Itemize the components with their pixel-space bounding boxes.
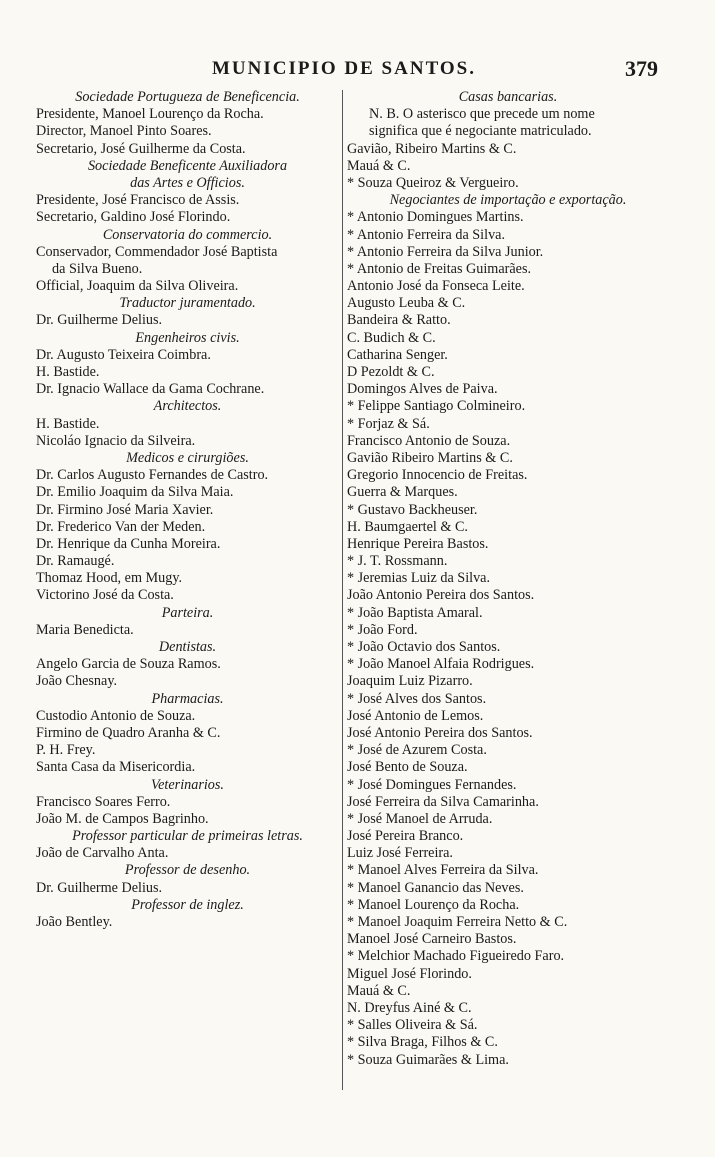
section-heading: Traductor juramentado.	[119, 295, 256, 312]
directory-entry: Domingos Alves de Paiva.	[347, 381, 498, 398]
directory-entry: Secretario, Galdino José Florindo.	[36, 209, 231, 226]
directory-entry: * Silva Braga, Filhos & C.	[347, 1034, 498, 1051]
directory-entry: N. Dreyfus Ainé & C.	[347, 999, 472, 1016]
directory-entry: Dr. Emilio Joaquim da Silva Maia.	[36, 484, 234, 501]
directory-entry: * Antonio Domingues Martins.	[347, 209, 524, 226]
directory-entry: Dr. Ramaugé.	[36, 553, 115, 570]
directory-entry: H. Bastide.	[36, 364, 100, 380]
directory-entry: Dr. Frederico Van der Meden.	[36, 518, 206, 535]
directory-entry: P. H. Frey.	[36, 742, 96, 759]
directory-entry: * Forjaz & Sá.	[347, 415, 430, 432]
directory-entry: Custodio Antonio de Souza.	[36, 707, 196, 724]
directory-entry: Mauá & C.	[347, 157, 411, 174]
directory-entry: Guerra & Marques.	[347, 484, 458, 501]
directory-entry: Dr. Firmino José Maria Xavier.	[36, 501, 214, 518]
page-number: 379	[625, 56, 658, 81]
section-heading: Parteira.	[161, 604, 214, 621]
directory-entry: * Melchior Machado Figueiredo Faro.	[347, 948, 565, 965]
section-heading: Conservatoria do commercio.	[102, 226, 273, 243]
footnote-line: N. B. O asterisco que precede um nome	[369, 106, 595, 123]
directory-entry: João Bentley.	[36, 914, 113, 930]
section-heading: Architectos.	[153, 398, 222, 415]
directory-entry: * João Ford.	[347, 621, 418, 638]
directory-entry: Francisco Soares Ferro.	[36, 793, 171, 810]
directory-entry: Secretario, José Guilherme da Costa.	[36, 140, 246, 157]
directory-entry: João de Carvalho Anta.	[36, 845, 169, 862]
directory-entry: Gavião Ribeiro Martins & C.	[347, 449, 513, 466]
directory-entry: * Manoel Joaquim Ferreira Netto & C.	[347, 914, 568, 930]
directory-entry: Bandeira & Ratto.	[347, 312, 451, 329]
directory-entry: C. Budich & C.	[347, 329, 436, 346]
section-heading: Casas bancarias.	[458, 89, 558, 105]
directory-entry: José Ferreira da Silva Camarinha.	[347, 793, 539, 810]
directory-entry: Victorino José da Costa.	[36, 587, 174, 604]
directory-entry: João Chesnay.	[36, 673, 118, 690]
directory-entry: José Bento de Souza.	[347, 759, 468, 776]
directory-entry: * Salles Oliveira & Sá.	[347, 1017, 478, 1034]
directory-entry: Catharina Senger.	[347, 346, 448, 363]
directory-entry: * J. T. Rossmann.	[347, 553, 448, 570]
section-heading: Pharmacias.	[151, 690, 224, 707]
footnote-line: significa que é negociante matriculado.	[369, 123, 592, 140]
directory-entry: Presidente, José Francisco de Assis.	[36, 192, 240, 209]
directory-entry: Antonio José da Fonseca Leite.	[347, 278, 525, 295]
directory-entry: * Antonio Ferreira da Silva.	[347, 226, 506, 243]
directory-entry: * Antonio Ferreira da Silva Junior.	[347, 243, 544, 260]
directory-entry: * José Domingues Fernandes.	[347, 776, 517, 793]
right-column	[347, 89, 669, 1069]
directory-entry: Dr. Guilherme Delius.	[36, 879, 163, 896]
directory-entry: * Souza Queiroz & Vergueiro.	[347, 174, 519, 191]
directory-entry: Dr. Guilherme Delius.	[36, 312, 163, 329]
directory-entry: H. Baumgaertel & C.	[347, 518, 468, 535]
directory-entry-continuation: da Silva Bueno.	[52, 260, 143, 277]
directory-entry: * Antonio de Freitas Guimarães.	[347, 260, 532, 277]
directory-entry: Maria Benedicta.	[36, 621, 134, 638]
directory-entry: Luiz José Ferreira.	[347, 845, 453, 862]
directory-entry: Thomaz Hood, em Mugy.	[36, 570, 183, 587]
directory-entry: Firmino de Quadro Aranha & C.	[36, 724, 221, 741]
directory-entry: * Jeremias Luiz da Silva.	[347, 570, 491, 587]
page-title: MUNICIPIO DE SANTOS.	[212, 58, 476, 79]
section-heading: Sociedade Portugueza de Beneficencia.	[75, 89, 300, 105]
directory-entry: Joaquim Luiz Pizarro.	[347, 673, 473, 690]
directory-entry: * Manoel Alves Ferreira da Silva.	[347, 862, 539, 879]
directory-entry: * João Octavio dos Santos.	[347, 639, 501, 655]
directory-entry: Miguel José Florindo.	[347, 965, 472, 982]
section-heading: Professor de inglez.	[131, 896, 244, 913]
page-header	[0, 56, 715, 86]
directory-entry: Conservador, Commendador José Baptista	[36, 243, 278, 260]
section-heading: Sociedade Beneficente Auxiliadora	[87, 157, 288, 174]
directory-entry: Mauá & C.	[347, 982, 411, 999]
directory-entry: Dr. Augusto Teixeira Coimbra.	[36, 346, 211, 363]
directory-entry: João Antonio Pereira dos Santos.	[347, 587, 535, 604]
directory-entry: Director, Manoel Pinto Soares.	[36, 123, 212, 140]
directory-entry: Santa Casa da Misericordia.	[36, 759, 196, 776]
section-heading: Medicos e cirurgiões.	[126, 449, 249, 466]
directory-entry: Dr. Carlos Augusto Fernandes de Castro.	[36, 467, 269, 484]
directory-entry: Angelo Garcia de Souza Ramos.	[36, 656, 221, 673]
section-heading: Negociantes de importação e exportação.	[389, 192, 627, 209]
directory-entry: * João Manoel Alfaia Rodrigues.	[347, 656, 535, 673]
directory-entry: * Souza Guimarães & Lima.	[347, 1051, 509, 1068]
directory-entry: José Pereira Branco.	[347, 828, 464, 845]
directory-entry: Official, Joaquim da Silva Oliveira.	[36, 278, 239, 295]
directory-entry: Presidente, Manoel Lourenço da Rocha.	[36, 106, 264, 123]
directory-entry: Gavião, Ribeiro Martins & C.	[347, 140, 517, 157]
directory-entry: Dr. Ignacio Wallace da Gama Cochrane.	[36, 381, 265, 398]
column-divider	[342, 90, 343, 1090]
directory-entry: H. Bastide.	[36, 415, 100, 432]
directory-entry: Nicoláo Ignacio da Silveira.	[36, 432, 196, 449]
section-heading: Dentistas.	[158, 639, 217, 655]
left-column	[36, 89, 339, 931]
directory-entry: * José Manoel de Arruda.	[347, 810, 493, 827]
section-heading: Professor particular de primeiras letras.	[72, 828, 303, 845]
directory-entry: Dr. Henrique da Cunha Moreira.	[36, 535, 221, 552]
directory-entry: * José de Azurem Costa.	[347, 742, 487, 759]
directory-entry: José Antonio Pereira dos Santos.	[347, 724, 533, 741]
directory-entry: * Manoel Ganancio das Neves.	[347, 879, 524, 896]
directory-entry: * Manoel Lourenço da Rocha.	[347, 896, 520, 913]
directory-entry: Gregorio Innocencio de Freitas.	[347, 467, 528, 484]
directory-entry: Augusto Leuba & C.	[347, 295, 466, 312]
directory-entry: José Antonio de Lemos.	[347, 707, 484, 724]
directory-entry: D Pezoldt & C.	[347, 364, 435, 380]
directory-entry: * João Baptista Amaral.	[347, 604, 483, 621]
section-heading: Veterinarios.	[151, 776, 224, 793]
directory-entry: Francisco Antonio de Souza.	[347, 432, 511, 449]
section-heading: Professor de desenho.	[124, 862, 251, 879]
directory-entry: * José Alves dos Santos.	[347, 690, 487, 707]
directory-entry: João M. de Campos Bagrinho.	[36, 810, 209, 827]
section-heading: das Artes e Officios.	[130, 174, 245, 191]
directory-entry: Manoel José Carneiro Bastos.	[347, 931, 517, 948]
directory-entry: * Gustavo Backheuser.	[347, 501, 478, 518]
directory-entry: Henrique Pereira Bastos.	[347, 535, 489, 552]
directory-entry: * Felippe Santiago Colmineiro.	[347, 398, 526, 415]
section-heading: Engenheiros civis.	[135, 329, 240, 346]
